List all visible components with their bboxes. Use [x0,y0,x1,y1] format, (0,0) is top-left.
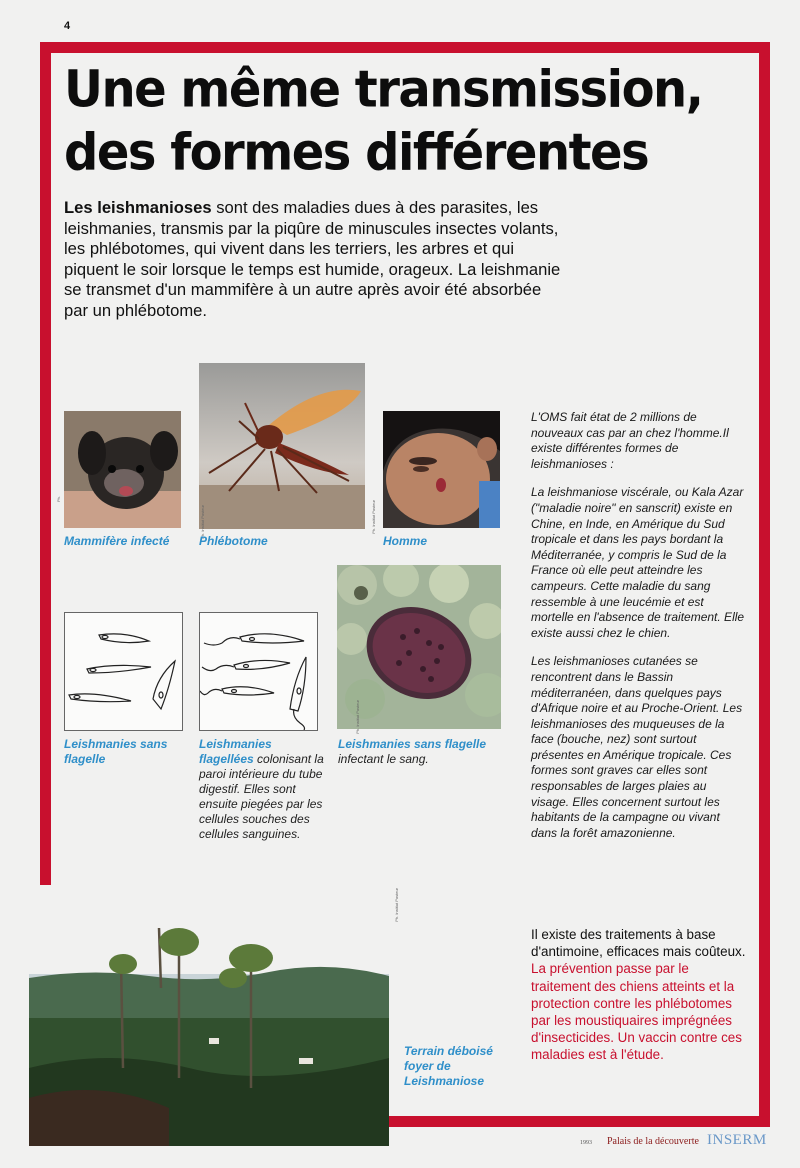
photo-credit: Ph. Institut Pasteur [200,505,205,539]
title-line-2: des formes différentes [64,123,649,182]
caption-blood-rest: infectant le sang. [338,752,429,766]
sidebar-paragraph-3: Les leishmanioses cutanées se rencontrent dans le Bassin méditerranéen, dans quelques pays d'Afrique noire et au Proche-Orient. Les leishmanioses des muqueuses de la face (bouche, nez) sont surtout présentes en Amérique tropicale. Ces formes sont graves car elles sont responsables de larges plaies au visage. Elles concernent surtout les habitants de la campagne ou vivant dans la forêt amazonienne. [531,654,743,840]
sidebar-text [531,410,746,854]
photo-human [383,411,500,528]
drawing-amastigotes [64,612,183,731]
intro-paragraph [64,198,564,322]
promastigote-drawing [200,613,317,730]
caption-flagellated-colored: Leishmanies flagellées [199,737,272,766]
terrain-photo [29,918,389,1146]
amastigote-drawing [65,613,182,730]
treatment-black: Il existe des traitements à base d'antimoine, efficaces mais coûteux. [531,927,746,960]
caption-flagellated [199,737,325,842]
footer-year: 1993 [580,1140,592,1146]
inserm-logo: INSERM [707,1132,767,1148]
human-photo [383,411,500,528]
sandfly-photo [199,363,365,529]
caption-terrain: Terrain déboisé foyer de Leishmaniose [404,1044,493,1088]
title-line-1: Une même transmission, [64,60,703,119]
photo-sandfly [199,363,365,529]
photo-blood-cell [337,565,501,729]
page-number: 4 [64,20,71,32]
red-frame-bottom [380,1116,759,1127]
caption-human: Homme [383,534,428,548]
photo-deforested-terrain [29,918,389,1146]
caption-sandfly: Phlébotome [199,534,268,548]
photo-credit: Ph. Institut Pasteur [371,500,376,534]
caption-flagellated-rest: colonisant la paroi intérieure du tube digestif. Elles sont ensuite piegées par les cellules souches des cellules sanguines. [199,752,324,841]
page-title [64,58,724,184]
footer-venue: Palais de la découverte [607,1136,699,1147]
drawing-promastigotes [199,612,318,731]
caption-infected-mammal: Mammifère infecté [64,534,170,548]
caption-blood-infection [338,737,498,767]
photo-credit: Ph. Institut Pasteur [355,700,360,734]
intro-lead: Les leishmanioses [64,198,212,217]
treatment-text [531,926,746,1064]
dog-photo [64,411,181,528]
photo-credit: Ph. Institut Pasteur [394,888,399,922]
photo-infected-mammal [64,411,181,528]
sidebar-paragraph-1: L'OMS fait état de 2 millions de nouveaux cas par an chez l'homme.Il existe différentes formes de leishmanioses : [531,410,729,471]
photo-credit: Ph. [56,496,61,503]
treatment-red: La prévention passe par le traitement des chiens atteints et la protection contre les phlébotomes par les moustiquaires imprégnées d'insecticides. Un vaccin contre ces maladies est à l'étude. [531,961,742,1063]
caption-no-flagella: Leishmanies sans flagelle [64,737,168,766]
sidebar-paragraph-2: La leishmaniose viscérale, ou Kala Azar ("maladie noire" en sanscrit) existe en Chine, en Inde, en Amérique du Sud tropicale et dans les pays bordant la Méditerranée, y compris le Sud de la France où elle peut atteindre les campeurs. Cette maladie du sang ressemble à une leucémie et est mortelle en l'absence de traitement. Elle existe aussi chez le chien. [531,485,745,640]
caption-blood-colored: Leishmanies sans flagelle [338,737,487,751]
blood-cell-photo [337,565,501,729]
intro-rest: sont des maladies dues à des parasites, les leishmanies, transmis par la piqûre de minuscules insectes volants, les phlébotomes, qui vivent dans les terriers, les arbres et qui piquent le soir lorsque le temps est humide, orageux. La leishmanie se transmet d'un mammifère à un autre après avoir été absorbée par un phlébotome. [64,198,561,320]
